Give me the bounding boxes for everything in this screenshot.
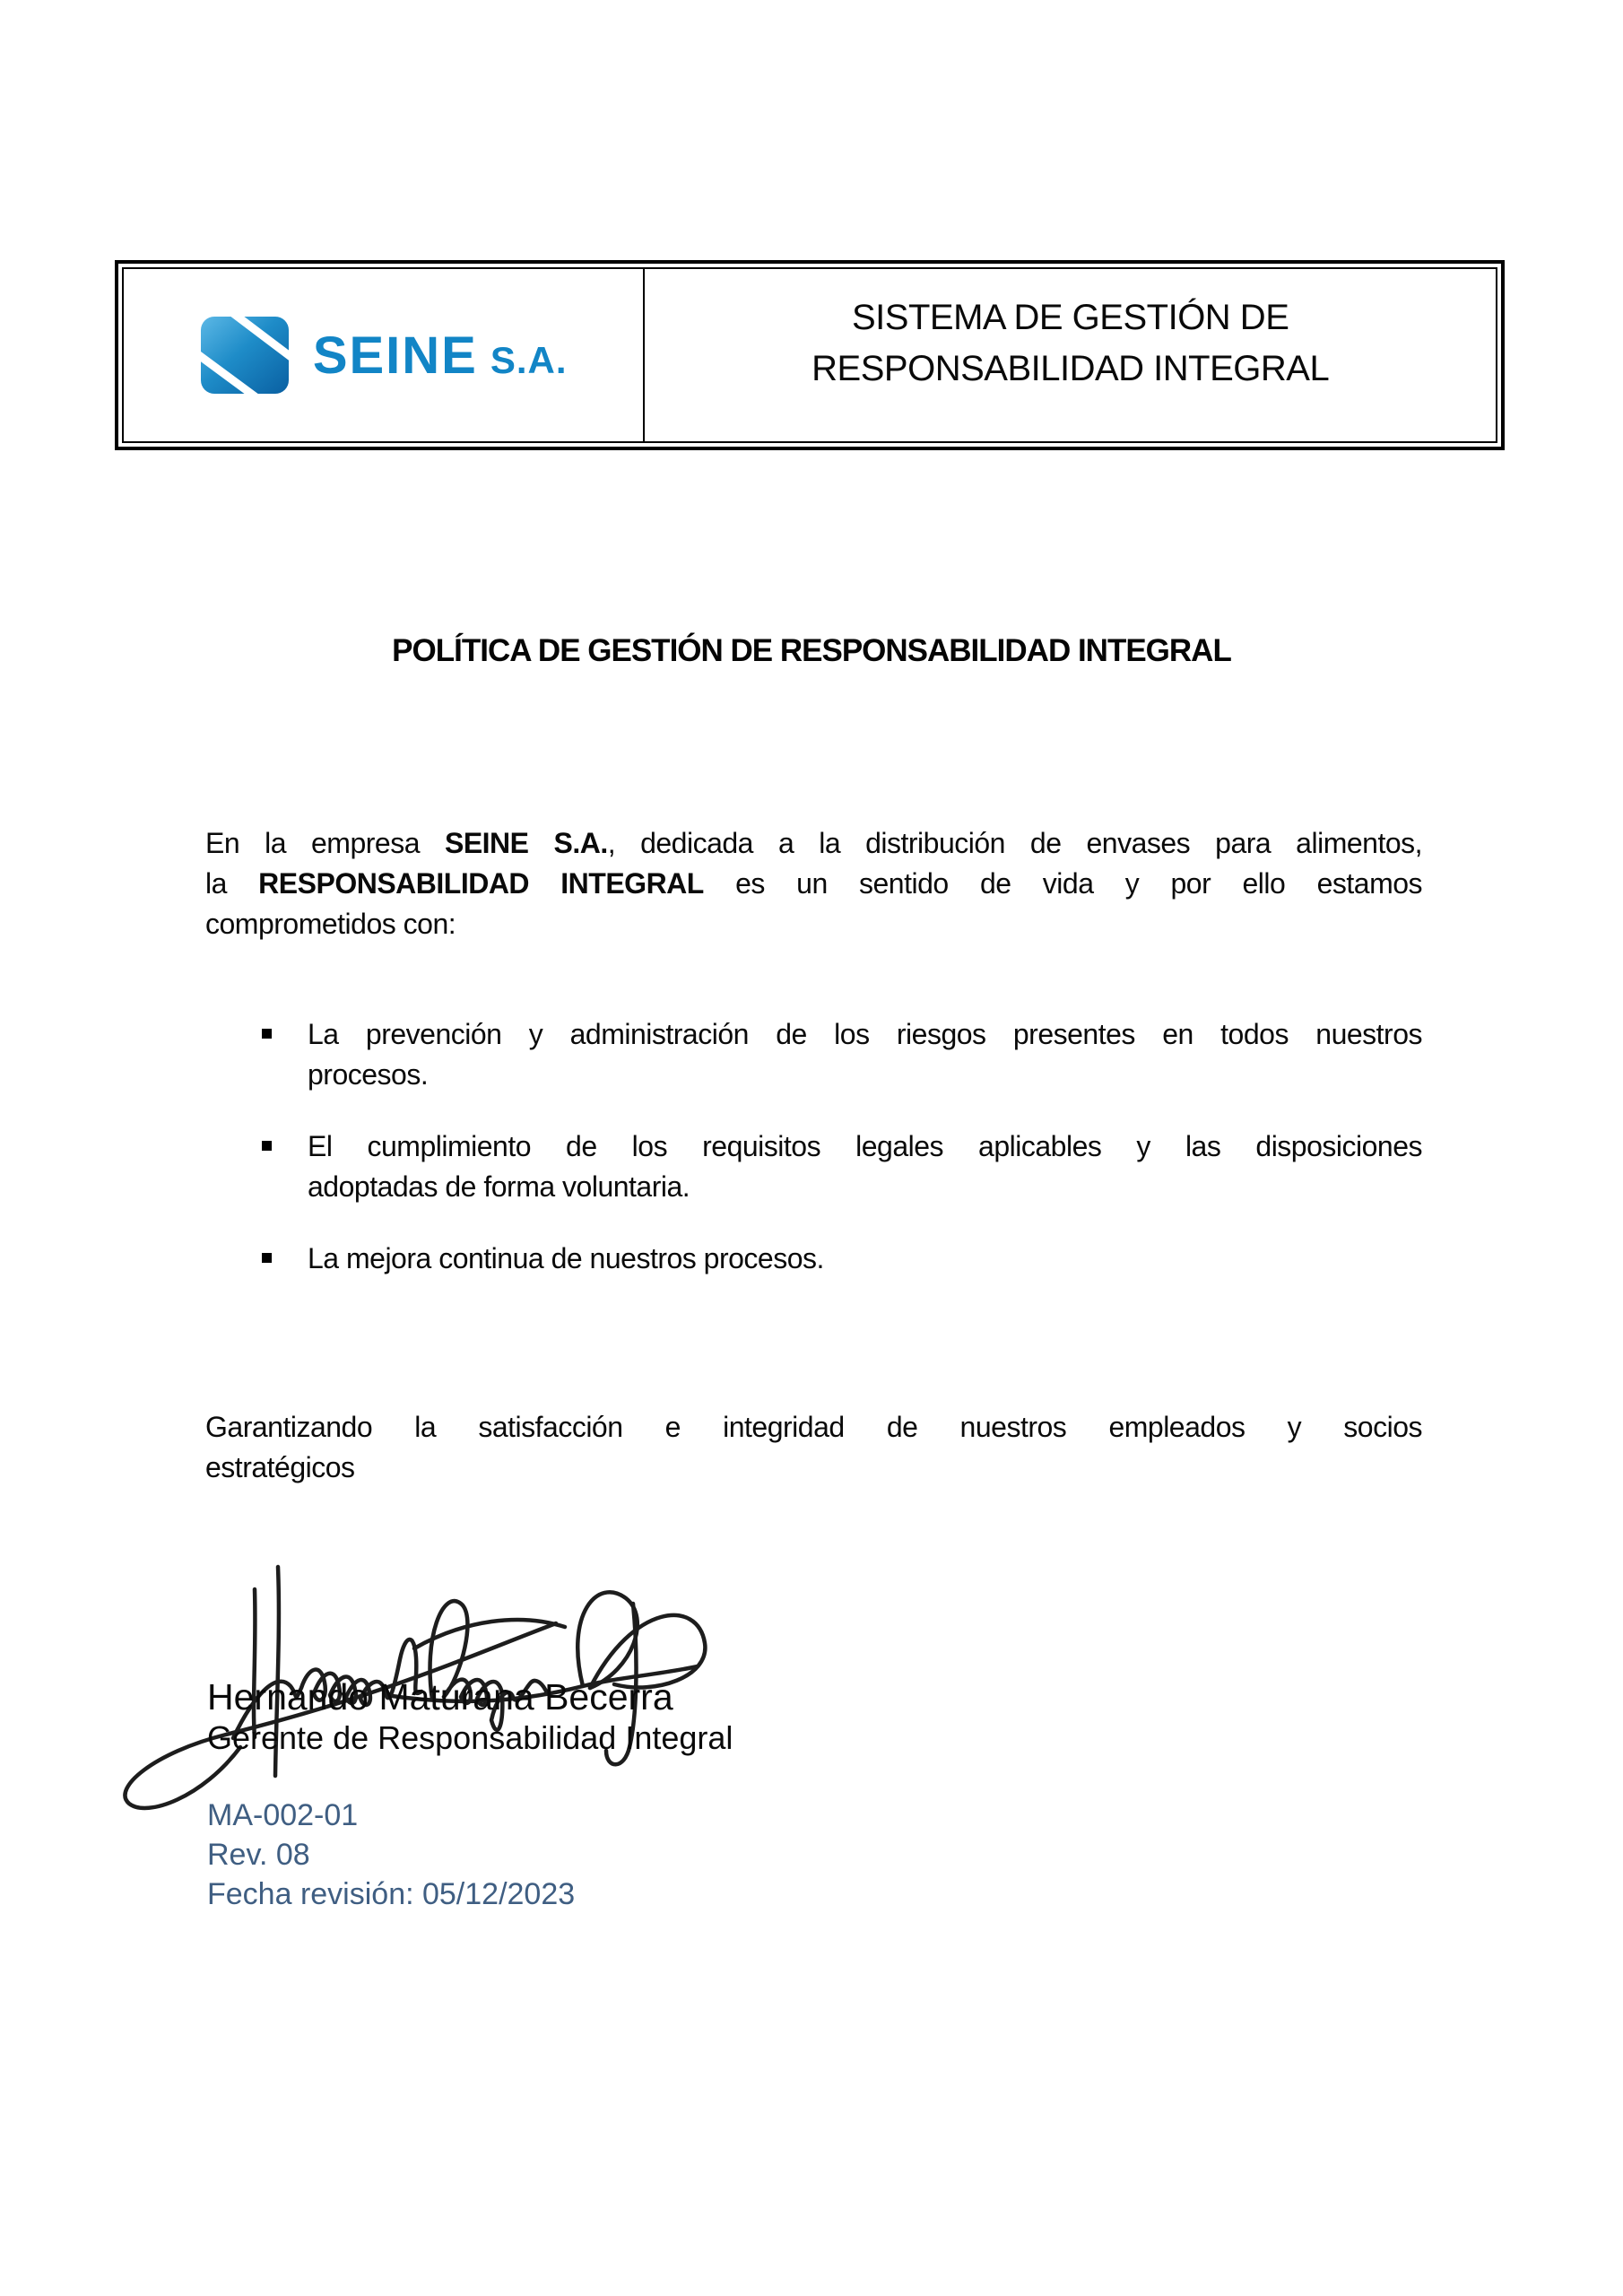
header-table (115, 260, 1505, 450)
bullet-2-line-2: adoptadas de forma voluntaria. (308, 1170, 690, 1203)
seine-logo-icon (200, 316, 290, 395)
revision-date: Fecha revisión: 05/12/2023 (207, 1877, 576, 1911)
system-title-line-2: RESPONSABILIDAD INTEGRAL (812, 349, 1330, 388)
header-table-inner (122, 267, 1497, 443)
bullet-1-line-1: La prevención y administración de los riesgos presentes en todos nuestros (308, 1018, 1422, 1050)
page-title: POLÍTICA DE GESTIÓN DE RESPONSABILIDAD INTEGRAL (392, 633, 1231, 668)
intro-line-3: comprometidos con: (205, 908, 456, 940)
intro-line-2-bold: RESPONSABILIDAD INTEGRAL (258, 867, 704, 900)
intro-line-1 (205, 823, 1422, 864)
bullet-1-line-2: procesos. (308, 1058, 429, 1091)
closing-line-2: estratégicos (205, 1451, 355, 1483)
bullet-marker (262, 1141, 272, 1151)
bullet-list (205, 1014, 1422, 1279)
list-item (205, 1239, 1422, 1279)
seine-wordmark (313, 326, 568, 386)
document-code-block (207, 1796, 575, 1914)
brand-text: SEINE (312, 326, 478, 385)
bullet-2-line-1: El cumplimiento de los requisitos legales aplicables y las disposiciones (308, 1130, 1422, 1162)
list-item (205, 1014, 1422, 1095)
intro-paragraph (205, 823, 1422, 944)
brand-suffix-text: S.A. (490, 338, 568, 381)
list-item (205, 1126, 1422, 1207)
closing-paragraph (205, 1407, 1422, 1488)
signer-name: Hernando Maturana Becerra (207, 1676, 673, 1718)
bullet-marker (262, 1253, 272, 1263)
intro-line-2-post: es un sentido de vida y por ello estamos (703, 867, 1423, 900)
closing-line-1: Garantizando la satisfacción e integridad de nuestros empleados y socios (205, 1411, 1422, 1443)
intro-line-1-post: , dedicada a la distribución de envases para alimentos, (607, 827, 1423, 859)
bullet-3-line-1: La mejora continua de nuestros procesos. (308, 1242, 824, 1274)
intro-line-2-pre: la (205, 867, 259, 900)
document-code: MA-002-01 (207, 1798, 359, 1832)
intro-line-1-bold: SEINE S.A. (444, 827, 608, 859)
system-title-line-1: SISTEMA DE GESTIÓN DE (852, 298, 1289, 337)
system-title (645, 269, 1496, 441)
bullet-marker (262, 1029, 272, 1039)
logo-cell (124, 269, 645, 441)
revision-number: Rev. 08 (207, 1838, 310, 1872)
intro-line-2 (205, 864, 1422, 904)
intro-line-1-pre: En la empresa (205, 827, 445, 859)
signer-role: Gerente de Responsabilidad Integral (207, 1719, 733, 1756)
